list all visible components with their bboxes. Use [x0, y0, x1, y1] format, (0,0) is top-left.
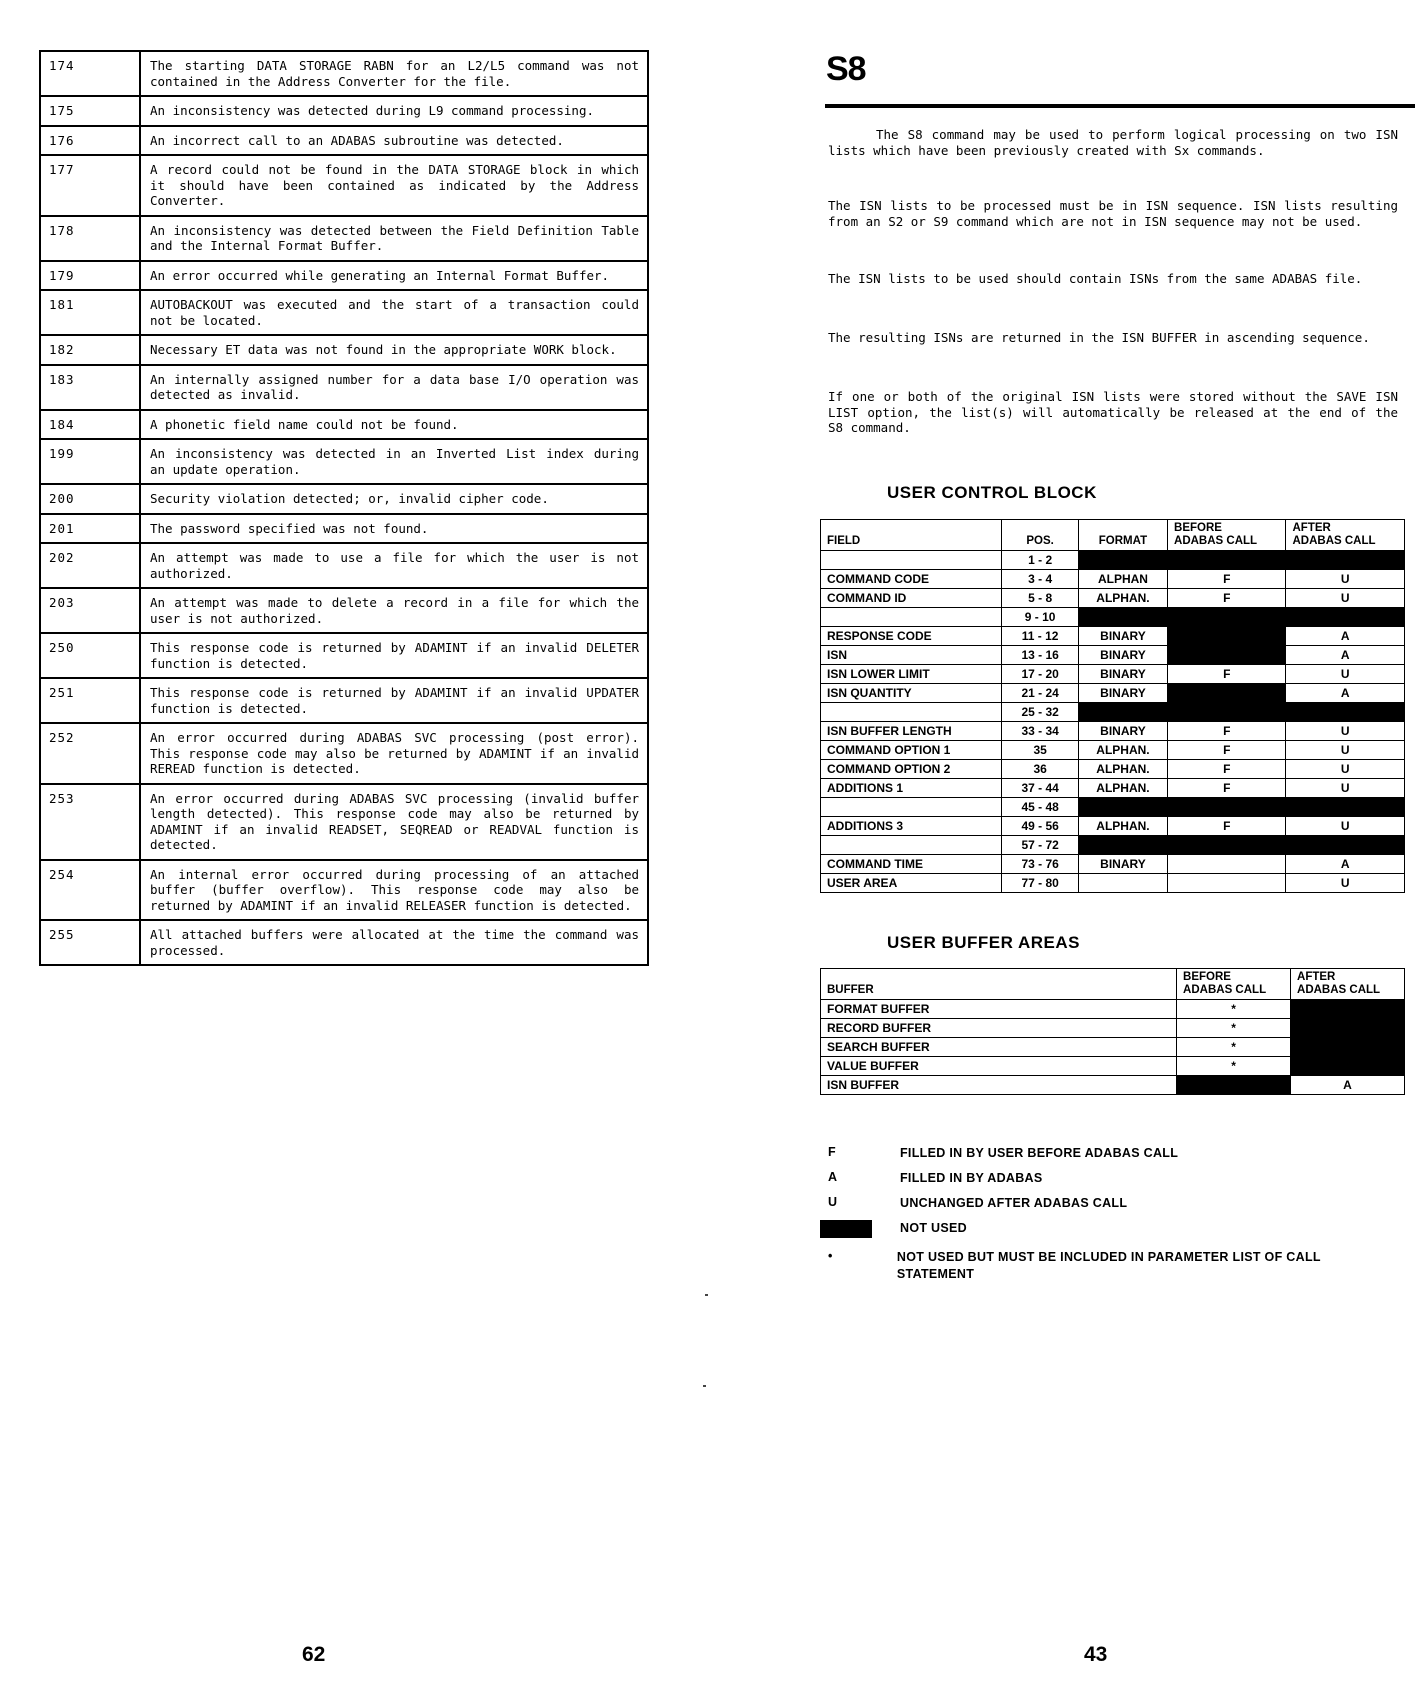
field-format: ALPHAN.: [1078, 817, 1167, 836]
field-position: 17 - 20: [1002, 665, 1079, 684]
table-row: [40, 543, 648, 588]
before-call: F: [1168, 589, 1286, 608]
legend-item: [820, 1220, 1380, 1241]
legend-symbol: A: [828, 1170, 838, 1184]
field-format: ALPHAN.: [1078, 779, 1167, 798]
before-call: [1168, 874, 1286, 893]
field-name: COMMAND TIME: [821, 855, 1002, 874]
not-used-cell: [1286, 551, 1405, 570]
table-row: [40, 290, 648, 335]
field-position: 3 - 4: [1002, 570, 1079, 589]
table-row: [821, 874, 1405, 893]
not-used-cell: [1291, 1057, 1405, 1076]
before-call: *: [1177, 1057, 1291, 1076]
user-control-block-heading: USER CONTROL BLOCK: [887, 483, 1097, 502]
response-description: An error occurred during ADABAS SVC processing (invalid buffer length detected). This response code may also be returned by ADAMINT if an invalid READSET, SEQREAD or READVAL function is detected.: [140, 784, 648, 860]
table-row: [821, 836, 1405, 855]
response-description: The password specified was not found.: [140, 514, 648, 544]
before-call: *: [1177, 1038, 1291, 1057]
not-used-cell: [1078, 703, 1167, 722]
response-description: An internally assigned number for a data base I/O operation was detected as invalid.: [140, 365, 648, 410]
response-code: 184: [40, 410, 140, 440]
field-position: 77 - 80: [1002, 874, 1079, 893]
scan-speck: [705, 1294, 708, 1296]
paragraph-intro: The S8 command may be used to perform logical processing on two ISN lists which have been previously created with Sx commands.: [828, 127, 1398, 158]
header-format: FORMAT: [1078, 520, 1167, 551]
field-format: ALPHAN.: [1078, 589, 1167, 608]
table-row: [821, 1038, 1405, 1057]
table-row: [40, 96, 648, 126]
field-format: ALPHAN: [1078, 570, 1167, 589]
paragraph-sequence: The ISN lists to be processed must be in ISN sequence. ISN lists resulting from an S2 or S9 command which are not in ISN sequence may not be used.: [828, 198, 1398, 229]
table-row: [821, 760, 1405, 779]
table-row: [821, 589, 1405, 608]
field-name: COMMAND OPTION 1: [821, 741, 1002, 760]
after-call: U: [1286, 570, 1405, 589]
table-row: [821, 646, 1405, 665]
after-call: A: [1286, 646, 1405, 665]
header-field: FIELD: [821, 520, 1002, 551]
response-description: Necessary ET data was not found in the appropriate WORK block.: [140, 335, 648, 365]
paragraph-release: If one or both of the original ISN lists were stored without the SAVE ISN LIST option, the list(s) will automatically be released at the end of the S8 command.: [828, 389, 1398, 435]
legend-item: [820, 1170, 1380, 1187]
response-description: An incorrect call to an ADABAS subroutine was detected.: [140, 126, 648, 156]
before-call: F: [1168, 817, 1286, 836]
after-call: U: [1286, 741, 1405, 760]
response-code: 183: [40, 365, 140, 410]
right-page-number: 43: [1084, 1643, 1108, 1666]
response-code: 177: [40, 155, 140, 216]
table-row: [821, 1019, 1405, 1038]
response-description: An inconsistency was detected between the Field Definition Table and the Internal Format Buffer.: [140, 216, 648, 261]
field-position: 35: [1002, 741, 1079, 760]
table-row: [821, 684, 1405, 703]
after-call: A: [1286, 684, 1405, 703]
response-code: 202: [40, 543, 140, 588]
response-description: An attempt was made to use a file for which the user is not authorized.: [140, 543, 648, 588]
response-code: 176: [40, 126, 140, 156]
field-position: 13 - 16: [1002, 646, 1079, 665]
before-call: *: [1177, 1019, 1291, 1038]
table-row: [40, 860, 648, 921]
table-row: [821, 855, 1405, 874]
response-code: 199: [40, 439, 140, 484]
response-description: A record could not be found in the DATA STORAGE block in which it should have been contained as indicated by the Address Converter.: [140, 155, 648, 216]
field-name: [821, 836, 1002, 855]
response-code: 174: [40, 51, 140, 96]
response-description: All attached buffers were allocated at the time the command was processed.: [140, 920, 648, 965]
table-row: [40, 365, 648, 410]
field-name: [821, 608, 1002, 627]
scan-speck: [703, 1385, 706, 1387]
buffer-name: SEARCH BUFFER: [821, 1038, 1177, 1057]
response-code: 252: [40, 723, 140, 784]
after-call: U: [1286, 874, 1405, 893]
not-used-cell: [1286, 703, 1405, 722]
field-name: ISN LOWER LIMIT: [821, 665, 1002, 684]
response-code-table: [39, 50, 649, 966]
paragraph-result: The resulting ISNs are returned in the ISN BUFFER in ascending sequence.: [828, 330, 1370, 345]
header-after: AFTER ADABAS CALL: [1286, 520, 1405, 551]
field-position: 11 - 12: [1002, 627, 1079, 646]
table-row: [821, 1057, 1405, 1076]
legend-item: [820, 1195, 1380, 1212]
not-used-cell: [1291, 1019, 1405, 1038]
table-row: [821, 608, 1405, 627]
response-code: 178: [40, 216, 140, 261]
response-code: 250: [40, 633, 140, 678]
not-used-cell: [1168, 627, 1286, 646]
after-call: U: [1286, 665, 1405, 684]
legend-symbol: U: [828, 1195, 838, 1209]
field-format: BINARY: [1078, 627, 1167, 646]
not-used-cell: [1168, 608, 1286, 627]
field-format: BINARY: [1078, 855, 1167, 874]
legend-text: NOT USED: [900, 1221, 967, 1235]
table-row: [821, 741, 1405, 760]
response-code: 254: [40, 860, 140, 921]
field-name: COMMAND OPTION 2: [821, 760, 1002, 779]
table-row: [821, 779, 1405, 798]
header-before: BEFORE ADABAS CALL: [1177, 969, 1291, 1000]
buffer-name: ISN BUFFER: [821, 1076, 1177, 1095]
table-row: [821, 1076, 1405, 1095]
response-description: An internal error occurred during processing of an attached buffer (buffer overflow). This response code may also be returned by ADAMINT if an invalid RELEASER function is detected.: [140, 860, 648, 921]
before-call: F: [1168, 665, 1286, 684]
response-code: 203: [40, 588, 140, 633]
header-buffer: BUFFER: [821, 969, 1177, 1000]
table-row: [821, 703, 1405, 722]
before-call: [1168, 855, 1286, 874]
field-name: ADDITIONS 1: [821, 779, 1002, 798]
table-row: [40, 784, 648, 860]
legend-text: NOT USED BUT MUST BE INCLUDED IN PARAMETER LIST OF CALL STATEMENT: [896, 1250, 1321, 1281]
field-position: 73 - 76: [1002, 855, 1079, 874]
response-description: A phonetic field name could not be found.: [140, 410, 648, 440]
response-code: 255: [40, 920, 140, 965]
legend-item: [820, 1249, 1380, 1283]
table-row: [40, 588, 648, 633]
field-name: ISN BUFFER LENGTH: [821, 722, 1002, 741]
field-position: 9 - 10: [1002, 608, 1079, 627]
legend-symbol: F: [828, 1145, 836, 1159]
field-name: [821, 798, 1002, 817]
table-row: [40, 155, 648, 216]
field-position: 57 - 72: [1002, 836, 1079, 855]
header-before: BEFORE ADABAS CALL: [1168, 520, 1286, 551]
field-name: [821, 551, 1002, 570]
after-call: U: [1286, 817, 1405, 836]
table-row: [40, 678, 648, 723]
after-call: U: [1286, 760, 1405, 779]
response-description: Security violation detected; or, invalid cipher code.: [140, 484, 648, 514]
field-position: 25 - 32: [1002, 703, 1079, 722]
field-format: ALPHAN.: [1078, 760, 1167, 779]
after-call: U: [1286, 589, 1405, 608]
after-call: A: [1286, 627, 1405, 646]
not-used-cell: [1291, 1000, 1405, 1019]
not-used-cell: [1286, 608, 1405, 627]
after-call: U: [1286, 779, 1405, 798]
not-used-cell: [1168, 798, 1286, 817]
not-used-cell: [1168, 684, 1286, 703]
field-position: 45 - 48: [1002, 798, 1079, 817]
field-name: USER AREA: [821, 874, 1002, 893]
table-row: [40, 216, 648, 261]
table-row: [40, 723, 648, 784]
table-row: [40, 633, 648, 678]
not-used-cell: [1177, 1076, 1291, 1095]
before-call: F: [1168, 741, 1286, 760]
before-call: F: [1168, 570, 1286, 589]
response-description: An attempt was made to delete a record in a file for which the user is not authorized.: [140, 588, 648, 633]
response-code: 253: [40, 784, 140, 860]
buffer-name: VALUE BUFFER: [821, 1057, 1177, 1076]
header-after: AFTER ADABAS CALL: [1291, 969, 1405, 1000]
table-row: [821, 817, 1405, 836]
field-format: BINARY: [1078, 684, 1167, 703]
not-used-cell: [1291, 1038, 1405, 1057]
table-row: [821, 570, 1405, 589]
before-call: *: [1177, 1000, 1291, 1019]
buffer-name: FORMAT BUFFER: [821, 1000, 1177, 1019]
legend-item: [820, 1145, 1380, 1162]
not-used-cell: [1286, 798, 1405, 817]
not-used-swatch: [820, 1220, 872, 1238]
response-code: 200: [40, 484, 140, 514]
table-row: [821, 722, 1405, 741]
table-row: [40, 126, 648, 156]
field-position: 21 - 24: [1002, 684, 1079, 703]
table-row: [40, 484, 648, 514]
field-name: ISN: [821, 646, 1002, 665]
field-format: BINARY: [1078, 646, 1167, 665]
field-position: 37 - 44: [1002, 779, 1079, 798]
not-used-cell: [1078, 836, 1167, 855]
field-name: [821, 703, 1002, 722]
response-description: An inconsistency was detected during L9 command processing.: [140, 96, 648, 126]
response-description: This response code is returned by ADAMINT if an invalid DELETER function is detected.: [140, 633, 648, 678]
not-used-cell: [1168, 551, 1286, 570]
before-call: F: [1168, 722, 1286, 741]
response-code: 179: [40, 261, 140, 291]
field-name: COMMAND CODE: [821, 570, 1002, 589]
table-row: [40, 920, 648, 965]
table-row: [40, 51, 648, 96]
after-call: U: [1286, 722, 1405, 741]
response-description: The starting DATA STORAGE RABN for an L2/L5 command was not contained in the Address Converter for the file.: [150, 58, 639, 89]
left-page-number: 62: [302, 1643, 326, 1666]
legend: [820, 1145, 1380, 1291]
not-used-cell: [1078, 608, 1167, 627]
response-code: 201: [40, 514, 140, 544]
not-used-cell: [1078, 551, 1167, 570]
table-row: [821, 551, 1405, 570]
response-code: 251: [40, 678, 140, 723]
field-name: RESPONSE CODE: [821, 627, 1002, 646]
field-format: [1078, 874, 1167, 893]
field-position: 49 - 56: [1002, 817, 1079, 836]
field-position: 5 - 8: [1002, 589, 1079, 608]
legend-text: UNCHANGED AFTER ADABAS CALL: [900, 1196, 1128, 1210]
after-call: A: [1291, 1076, 1405, 1095]
page-title: S8: [826, 50, 866, 88]
field-format: ALPHAN.: [1078, 741, 1167, 760]
not-used-cell: [1168, 836, 1286, 855]
buffer-name: RECORD BUFFER: [821, 1019, 1177, 1038]
legend-text: FILLED IN BY USER BEFORE ADABAS CALL: [900, 1146, 1179, 1160]
response-description: This response code is returned by ADAMINT if an invalid UPDATER function is detected.: [140, 678, 648, 723]
table-row: [821, 1000, 1405, 1019]
table-row: [40, 335, 648, 365]
not-used-cell: [1168, 703, 1286, 722]
before-call: F: [1168, 760, 1286, 779]
after-call: A: [1286, 855, 1405, 874]
response-description: An inconsistency was detected in an Inverted List index during an update operation.: [140, 439, 648, 484]
header-pos: POS.: [1002, 520, 1079, 551]
legend-text: FILLED IN BY ADABAS: [900, 1171, 1043, 1185]
response-description: An error occurred during ADABAS SVC processing (post error). This response code may also be returned by ADAMINT if an invalid REREAD function is detected.: [140, 723, 648, 784]
field-position: 36: [1002, 760, 1079, 779]
legend-symbol: [820, 1220, 900, 1241]
field-position: 1 - 2: [1002, 551, 1079, 570]
field-name: COMMAND ID: [821, 589, 1002, 608]
title-rule: [825, 104, 1415, 108]
response-code: 181: [40, 290, 140, 335]
response-code: 182: [40, 335, 140, 365]
legend-symbol: •: [828, 1249, 833, 1263]
field-position: 33 - 34: [1002, 722, 1079, 741]
not-used-cell: [1168, 646, 1286, 665]
user-control-block-table: [820, 519, 1405, 893]
table-row: [40, 514, 648, 544]
field-name: ADDITIONS 3: [821, 817, 1002, 836]
table-row: [821, 665, 1405, 684]
not-used-cell: [1078, 798, 1167, 817]
paragraph-same-file: The ISN lists to be used should contain ISNs from the same ADABAS file.: [828, 271, 1363, 286]
table-row: [40, 261, 648, 291]
table-row: [40, 410, 648, 440]
field-name: ISN QUANTITY: [821, 684, 1002, 703]
user-buffer-areas-heading: USER BUFFER AREAS: [887, 933, 1080, 952]
table-row: [40, 439, 648, 484]
table-row: [821, 798, 1405, 817]
not-used-cell: [1286, 836, 1405, 855]
response-code: 175: [40, 96, 140, 126]
table-row: [821, 627, 1405, 646]
before-call: F: [1168, 779, 1286, 798]
response-description: An error occurred while generating an Internal Format Buffer.: [140, 261, 648, 291]
field-format: BINARY: [1078, 665, 1167, 684]
field-format: BINARY: [1078, 722, 1167, 741]
user-buffer-areas-table: [820, 968, 1405, 1095]
response-description: AUTOBACKOUT was executed and the start of a transaction could not be located.: [140, 290, 648, 335]
